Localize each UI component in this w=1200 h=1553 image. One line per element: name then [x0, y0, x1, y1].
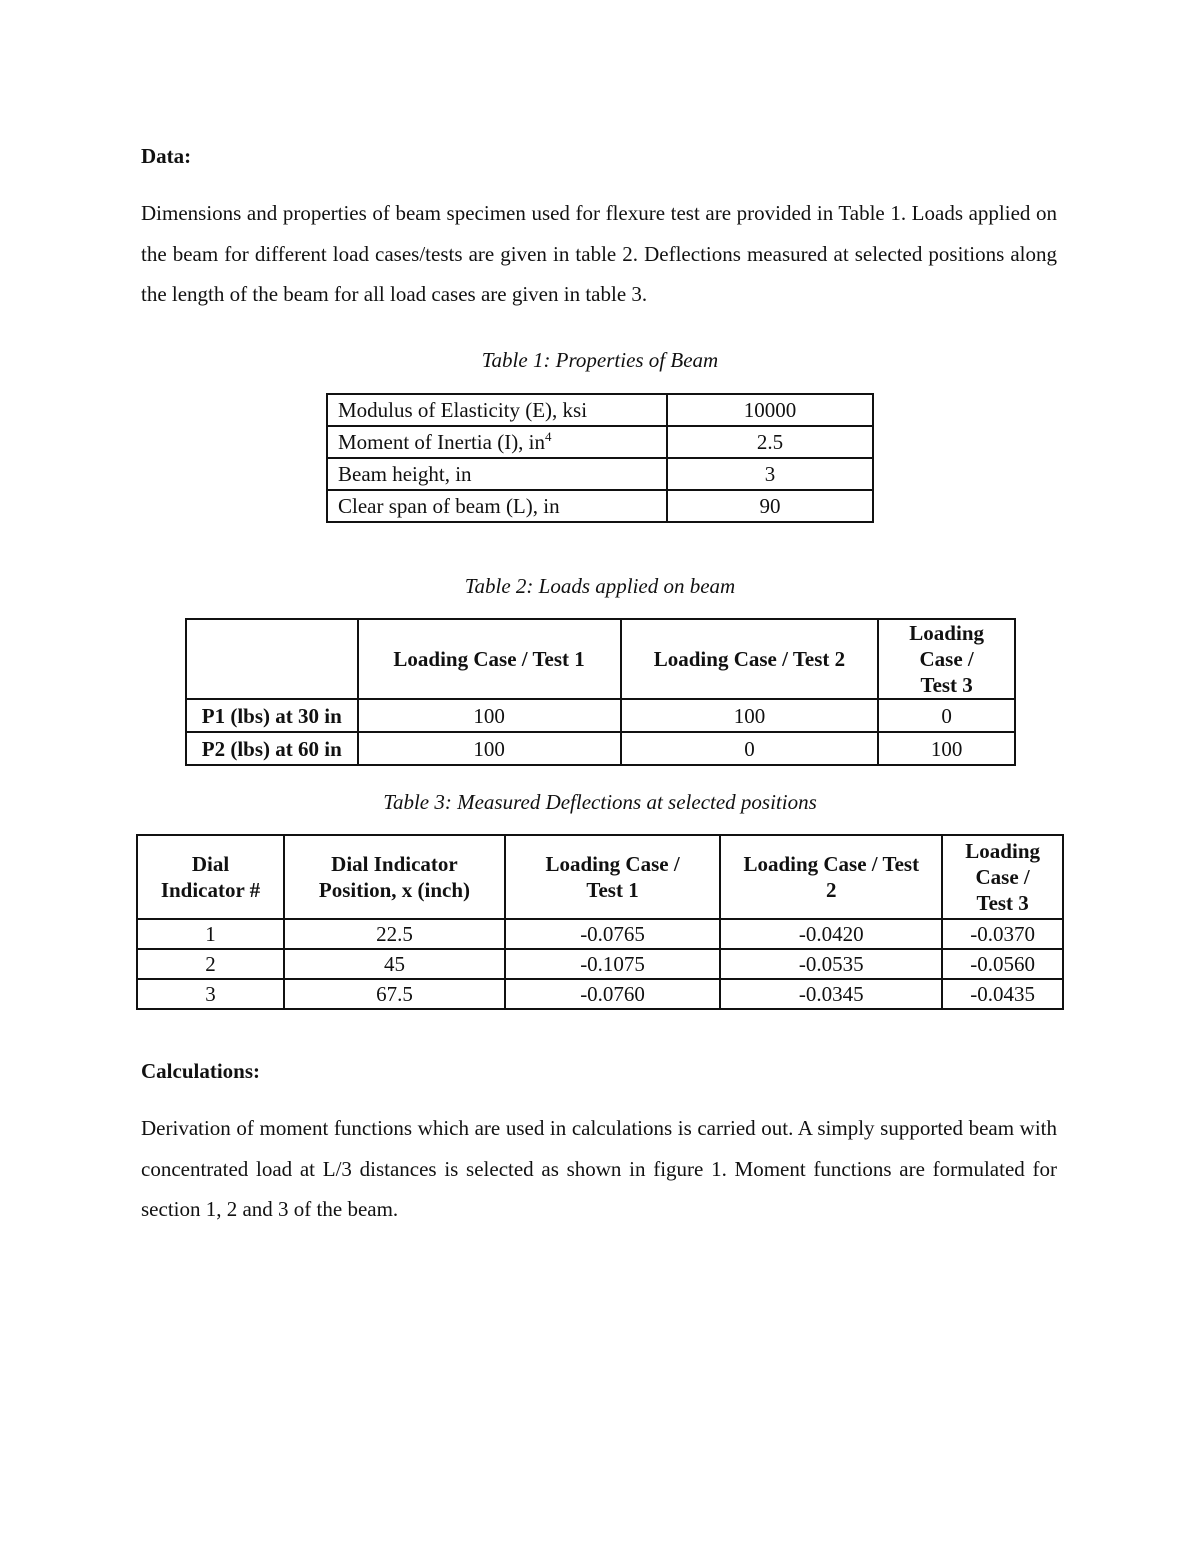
property-value: 10000: [667, 394, 873, 426]
table-row: [327, 426, 873, 458]
table-beam-properties: [326, 393, 874, 523]
table-cell: -0.0435: [942, 979, 1063, 1009]
table-cell: -0.0535: [720, 949, 942, 979]
table-header-row: [137, 835, 1063, 919]
table-row: [186, 699, 1015, 732]
property-label: Moment of Inertia (I), $in^4$: [327, 426, 667, 458]
table-row: [137, 919, 1063, 949]
table-row: [327, 458, 873, 490]
table-header-row: [186, 619, 1015, 699]
row-header: P1 (lbs) at 30 in: [186, 699, 358, 732]
table-cell: -0.0345: [720, 979, 942, 1009]
property-value: 2.5: [667, 426, 873, 458]
table-cell: -0.1075: [505, 949, 720, 979]
column-header: Dial Indicator Position, x (inch): [284, 835, 505, 919]
table-cell: -0.0760: [505, 979, 720, 1009]
table-row: [327, 490, 873, 522]
table-row: [137, 979, 1063, 1009]
table-row: [137, 949, 1063, 979]
table-deflections: [136, 834, 1064, 1010]
column-header: Loading Case / Test 1: [505, 835, 720, 919]
table-cell: 22.5: [284, 919, 505, 949]
table-row: [186, 732, 1015, 765]
table-cell: 3: [137, 979, 284, 1009]
table-cell: 100: [358, 732, 621, 765]
table-cell: 1: [137, 919, 284, 949]
intro-paragraph: Dimensions and properties of beam specimen used for flexure test are provided in Table 1. Loads applied on the beam for different load cases/tests are given in table 2. Deflections measured at selected positions along the length of the beam for all load cases are given in table 3.: [141, 201, 1057, 306]
property-label: Beam height, in: [327, 458, 667, 490]
table-cell: -0.0420: [720, 919, 942, 949]
table-cell: 67.5: [284, 979, 505, 1009]
property-value: 90: [667, 490, 873, 522]
table-cell: 100: [878, 732, 1015, 765]
table-cell: -0.0560: [942, 949, 1063, 979]
table-loads: [185, 618, 1016, 766]
column-header: Loading Case / Test 2: [720, 835, 942, 919]
table3-caption: Table 3: Measured Deflections at selected positions: [383, 790, 817, 814]
table1-caption: Table 1: Properties of Beam: [481, 348, 719, 372]
calculations-heading: Calculations:: [141, 1059, 261, 1083]
table-cell: -0.0765: [505, 919, 720, 949]
table-cell: 45: [284, 949, 505, 979]
table-row: [327, 394, 873, 426]
calculations-paragraph: Derivation of moment functions which are used in calculations is carried out. A simply supported beam with concentrated load at L/3 distances is selected as shown in figure 1. Moment functions are formulated for section 1, 2 and 3 of the beam.: [141, 1116, 1057, 1221]
row-header: P2 (lbs) at 60 in: [186, 732, 358, 765]
column-header: Dial Indicator #: [137, 835, 284, 919]
column-header: Loading Case / Test 3: [878, 619, 1015, 699]
table-cell: 100: [621, 699, 879, 732]
property-label: Modulus of Elasticity (E), ksi: [327, 394, 667, 426]
column-header: Loading Case / Test 1: [358, 619, 621, 699]
table-cell: 0: [621, 732, 879, 765]
table-cell: -0.0370: [942, 919, 1063, 949]
property-label: Clear span of beam (L), in: [327, 490, 667, 522]
property-value: 3: [667, 458, 873, 490]
table-cell: 100: [358, 699, 621, 732]
table-cell: 2: [137, 949, 284, 979]
column-header: Loading Case / Test 3: [942, 835, 1063, 919]
table-cell: 0: [878, 699, 1015, 732]
column-header: [186, 619, 358, 699]
data-heading: Data:: [141, 144, 192, 168]
column-header: Loading Case / Test 2: [621, 619, 879, 699]
table2-caption: Table 2: Loads applied on beam: [464, 574, 736, 598]
